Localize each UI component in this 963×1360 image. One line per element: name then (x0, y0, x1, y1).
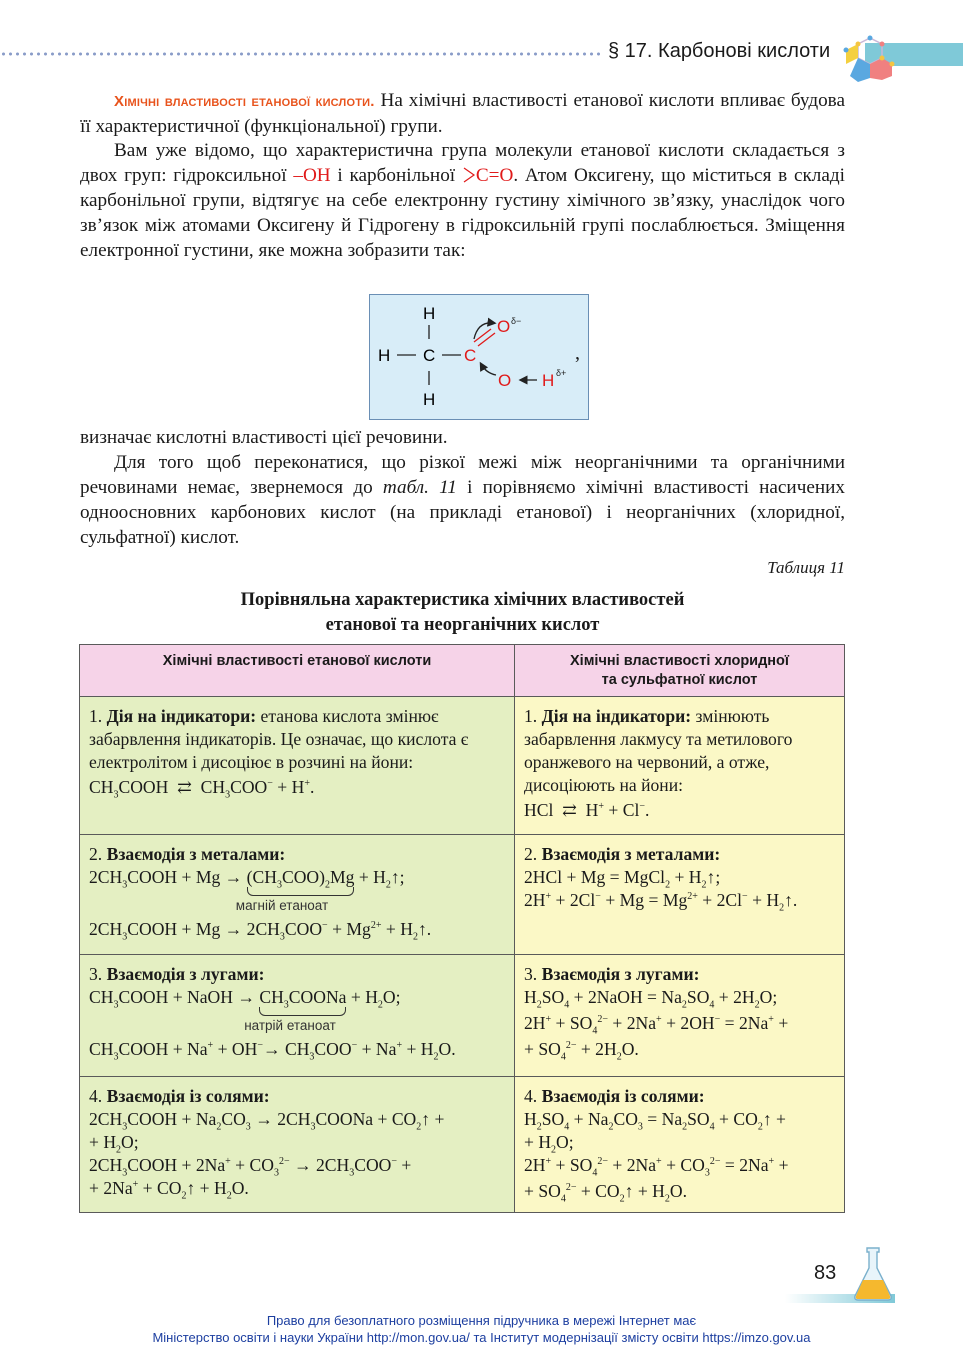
row-heading: Взаємодія з лугами: (541, 964, 700, 984)
brace-group: $CH_3COONa$ (259, 986, 346, 1016)
comparison-table (79, 644, 845, 1213)
dotted-rule (0, 51, 600, 57)
equation: $CH_3COOH$ ⇄ $CH_3COO^- + H^+$. (89, 777, 315, 801)
table-title-line2: етанової та неорганічних кислот (325, 615, 600, 635)
row-num: 2. (524, 844, 542, 864)
equation: $H_2SO_4$ + 2NaOH = $Na_2SO_4 + 2H_2O$; (524, 987, 778, 1011)
footer-note-line1: Право для безоплатного розміщення підручника в мережі Інтернет має (266, 1313, 697, 1328)
row-heading: Взаємодія з лугами: (106, 964, 265, 984)
electron-shift-scheme (369, 294, 589, 420)
column-header-inorganic (515, 645, 845, 697)
groups-text-a: Вам уже відомо, що характеристична група молекули етанової кислоти складається з двох груп: гідроксильної (80, 140, 845, 186)
table-row (80, 835, 845, 955)
section-heading: Хімічні властивості етанової кислоти. (114, 93, 375, 110)
intro-text: На хімічні властивості етанової кислоти впливає будова її характеристичної (функціональної) групи. (80, 90, 845, 137)
groups-text-c: . Атом Оксигену, що міститься в складі карбонільної групи, відтягує на себе електронну густину хімічного зв’язку, унаслідок чого зв’язок між атомами Оксигену й Гідрогену в гідроксильній групі послаблюється. Зміщення електронної густини, яке можна зобразити так: (80, 165, 845, 261)
row-num: 2. (89, 844, 107, 864)
indicators-ethanoic-text (89, 705, 505, 774)
table-title (80, 588, 845, 638)
cell-metals-inorganic (515, 835, 845, 955)
carbonyl-text: C=O (475, 165, 514, 186)
table-reference: табл. 11 (382, 477, 457, 498)
row-heading: Дія на індикатори: (106, 706, 257, 726)
equation: HCl ⇄ H+ + Cl−. (524, 800, 650, 820)
chapter-title: § 17. Карбонові кислоти (608, 40, 831, 62)
column-header-inorganic-line2: та сульфатної кислот (601, 672, 758, 688)
equation: + $H_2O$; (524, 1132, 574, 1156)
equation: $2CH_3COOH + 2Na^+ + CO_3^{2-} \to 2CH_3COO^-$ + (89, 1155, 412, 1179)
column-header-ethanoic (80, 645, 515, 697)
atom-o-top: O (497, 317, 511, 336)
cell-alkalis-ethanoic (80, 955, 515, 1077)
row-text: змінюють забарвлення лакмусу та метилового оранжевого на червоний, а отже, дисоціюють на йони: (524, 706, 793, 795)
atom-h-right: H (542, 371, 555, 390)
cell-alkalis-inorganic (515, 955, 845, 1077)
comparison-text-a: Для того щоб переконатися, що різкої межі між неорганічними та органічними речовинами немає, звернемося до (80, 452, 845, 498)
row-heading: Взаємодія із солями: (541, 1086, 705, 1106)
row-heading-line (524, 963, 835, 986)
cell-indicators-ethanoic (80, 697, 515, 835)
molecule-logo-icon (840, 26, 900, 86)
paragraph-comparison (80, 450, 845, 550)
table-row (80, 697, 845, 835)
atom-c1: C (423, 346, 436, 365)
row-num: 1. (524, 706, 542, 726)
equation: $2CH_3COOH + Na_2CO_3$ → $2CH_3COONa$ + $CO_2↑$ + (89, 1109, 445, 1133)
row-num: 1. (89, 706, 107, 726)
equation: $CH_3COOH + Na^+ + OH^-\to CH_3COO^- + Na^+ + H_2O$. (89, 1039, 456, 1063)
row-num: 3. (89, 964, 107, 984)
equation: $2CH_3COOH + Mg \to (CH_3COO)_2Mg$ + $H_2↑$; (89, 866, 505, 896)
table-header-row (80, 645, 845, 697)
atom-h-top: H (423, 304, 436, 323)
table-row (80, 1077, 845, 1213)
paragraph-intro (80, 88, 845, 139)
indicators-inorganic-text (524, 705, 835, 797)
hydroxyl-formula: –OH (293, 165, 331, 186)
cell-indicators-inorganic (515, 697, 845, 835)
equation: + $2Na^+ + CO_2↑ + H_2O$. (89, 1178, 249, 1202)
atom-h-bottom: H (423, 390, 436, 409)
page-number: 83 (814, 1262, 837, 1284)
brace-label: натрій етаноат (244, 1018, 336, 1033)
row-heading-line (89, 843, 505, 866)
row-heading-line (524, 843, 835, 866)
equation: $2H^+ + SO_4^{2-} + 2Na^+ + CO_3^{2-} = 2Na^+$ + (524, 1155, 789, 1179)
equation: $2CH_3COOH + Mg \to 2CH_3COO^- + Mg^{2+}$ + $H_2↑$. (89, 919, 432, 943)
carbonyl-bond-icon (462, 167, 476, 183)
table-row (80, 955, 845, 1077)
row-heading-line (524, 1085, 835, 1108)
column-header-inorganic-line1: Хімічні властивості хлоридної (570, 653, 789, 669)
column-header-ethanoic-text: Хімічні властивості етанової кислоти (162, 653, 432, 669)
equation: + $SO_4^{2-} + 2H_2O$. (524, 1039, 639, 1063)
footer-license-note (0, 1312, 963, 1346)
equation: + $SO_4^{2-}$ + $CO_2↑ + H_2O$. (524, 1181, 687, 1205)
row-num: 4. (89, 1086, 107, 1106)
equation: + $H_2O$; (89, 1132, 139, 1156)
cell-salts-inorganic (515, 1077, 845, 1213)
atom-c2: C (464, 346, 477, 365)
brace-label: магній етаноат (235, 898, 329, 913)
equation: 2HCl + Mg = MgCl$_2$ + $H_2↑$; (524, 867, 721, 891)
carbonyl-formula (462, 165, 513, 186)
row-heading: Взаємодія із солями: (106, 1086, 270, 1106)
atom-h-left: H (378, 346, 391, 365)
page-header (0, 30, 963, 80)
row-num: 3. (524, 964, 542, 984)
row-num: 4. (524, 1086, 542, 1106)
brace-mark (247, 887, 355, 896)
cell-metals-ethanoic (80, 835, 515, 955)
paragraph-after-scheme: визначає кислотні властивості цієї речовини. (80, 427, 448, 448)
flask-icon (852, 1246, 894, 1302)
scheme-comma: , (575, 342, 580, 364)
row-heading: Взаємодія з металами: (541, 844, 721, 864)
charge-h: δ+ (556, 368, 567, 378)
comparison-text-b: і порівняємо хімічні властивості насичених одноосновних карбонових кислот (на прикладі етанової) і неорганічних (хлоридної, сульфатної) кислот. (80, 477, 845, 548)
equation: $CH_3COOH$ + NaOH → $CH_3COONa$ + $H_2O$; (89, 986, 505, 1016)
cell-salts-ethanoic (80, 1077, 515, 1213)
paragraph-groups (80, 138, 845, 263)
brace-mark (259, 1007, 346, 1016)
table-label: Таблиця 11 (767, 558, 845, 577)
row-heading-line (89, 1085, 505, 1108)
atom-o-bottom: O (498, 371, 512, 390)
equation: $2H^+ + 2Cl^- + Mg = Mg^{2+} + 2Cl^-$ + $H_2↑$. (524, 890, 798, 914)
row-heading-line (89, 963, 505, 986)
acetic-acid-structure (370, 295, 588, 419)
row-heading: Дія на індикатори: (541, 706, 692, 726)
row-text: етанова кислота змінює забарвлення індикаторів. Це означає, що кислота є електролітом і дисоціює в розчині на йони: (89, 706, 469, 772)
equation: $2H^+ + SO_4^{2-} + 2Na^+ + 2OH^- = 2Na^+$ + (524, 1013, 789, 1037)
row-heading: Взаємодія з металами: (106, 844, 286, 864)
footer-note-line2: Міністерство освіти і науки України http://mon.gov.ua/ та Інститут модернізації змісту освіти https://imzo.gov.ua (152, 1330, 811, 1345)
groups-text-b: і карбонільної (330, 165, 462, 186)
equation: $H_2SO_4 + Na_2CO_3 = Na_2SO_4$ + $CO_2↑$ + (524, 1109, 786, 1133)
charge-o: δ− (511, 316, 522, 326)
brace-group: $(CH_3COO)_2Mg$ (247, 866, 355, 896)
table-title-line1: Порівняльна характеристика хімічних властивостей (240, 590, 685, 610)
